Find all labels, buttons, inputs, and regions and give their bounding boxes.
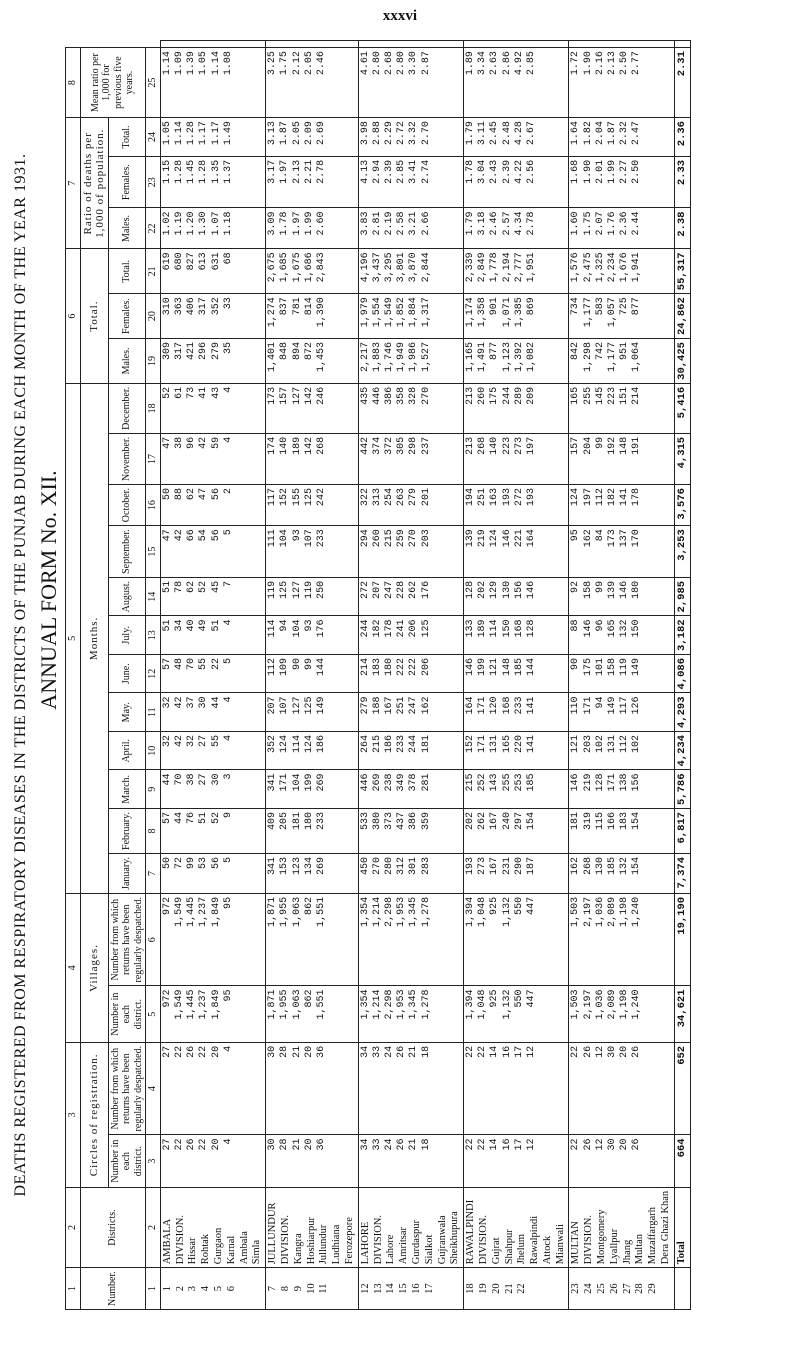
- empty-cell: [160, 41, 265, 48]
- col-num: 15: [146, 526, 161, 578]
- district-names: LAHORE DIVISION. Lahore Amritsar Gurdaspur Sialkot Gujranwala Sheikhupura: [358, 1187, 463, 1267]
- col-num: 5: [146, 986, 161, 1042]
- table-cell: 1.64 1.82 2.04 1.87 2.32 2.47: [569, 118, 674, 157]
- table-cell: 2,217 1,883 1,746 1,949 1,986 1,527: [358, 339, 463, 384]
- table-cell: 57 44 76 51 52 9: [160, 809, 265, 854]
- col-label: Number in each district.: [108, 1135, 146, 1187]
- col-label: November.: [108, 433, 146, 484]
- table-cell: 27 22 26 22 20 4: [160, 1042, 265, 1135]
- months-header: Months.: [80, 383, 108, 893]
- table-cell: 1,871 1,955 1,063 862 1,551: [266, 986, 359, 1042]
- empty-cell: [266, 41, 359, 48]
- table-cell: 202 262 167 240 297 154: [464, 809, 569, 854]
- form-label-container: [38, 330, 60, 850]
- col-num: 10: [146, 731, 161, 770]
- table-cell: 409 205 181 180 233: [266, 809, 359, 854]
- col-num: 14: [146, 577, 161, 616]
- circles-header: Circles of registration.: [80, 1042, 108, 1187]
- table-cell: 214 183 180 222 222 206: [358, 654, 463, 693]
- table-cell: 207 107 127 125 149: [266, 693, 359, 732]
- table-cell: 1.79 3.18 2.46 2.57 4.34 2.78: [464, 208, 569, 249]
- table-cell: 117 152 155 125 242: [266, 485, 359, 526]
- table-cell: 112 109 90 99 144: [266, 654, 359, 693]
- total-cell: 34,621: [674, 986, 690, 1042]
- col-num: 19: [146, 339, 161, 384]
- group-num-3: 3: [66, 1042, 81, 1187]
- table-cell: 352 124 114 124 186: [266, 731, 359, 770]
- col-num: 8: [146, 809, 161, 854]
- col-label: February.: [108, 809, 146, 854]
- total-cell: 4,234: [674, 731, 690, 770]
- table-cell: 30 28 21 20 36: [266, 1042, 359, 1135]
- table-cell: 32 42 37 30 44 4: [160, 693, 265, 732]
- total-cell: 5,786: [674, 770, 690, 809]
- table-cell: 3.17 1.97 2.13 2.21 2.78: [266, 156, 359, 208]
- total-cell: 2.33: [674, 156, 690, 208]
- deaths-table: [65, 40, 691, 1310]
- table-cell: 139 219 124 146 221 164: [464, 526, 569, 578]
- col-label: July.: [108, 616, 146, 655]
- group-num-2: 2: [66, 1187, 81, 1267]
- table-cell: 1.05 1.14 1.28 1.17 1.17 1.49: [160, 118, 265, 157]
- group-num-8: 8: [66, 48, 81, 118]
- table-cell: 50 88 62 47 56 2: [160, 485, 265, 526]
- table-cell: 124 197 112 182 141 178: [569, 485, 674, 526]
- col-num: 7: [146, 853, 161, 893]
- table-cell: 146 199 121 148 185 144: [464, 654, 569, 693]
- table-cell: 27 22 26 22 20 4: [160, 1135, 265, 1187]
- table-cell: 1,174 1,358 901 1,071 1,385 869: [464, 294, 569, 339]
- group-num-1: 1: [66, 1268, 81, 1310]
- table-cell: 442 374 372 305 298 237: [358, 433, 463, 484]
- districts-header: Districts.: [80, 1187, 146, 1267]
- total-cell: 5,416: [674, 383, 690, 433]
- table-cell: 157 204 99 192 148 191: [569, 433, 674, 484]
- rotated-table-wrapper: [65, 40, 785, 1310]
- col-num: 16: [146, 485, 161, 526]
- table-cell: 1.02 1.19 1.20 1.30 1.07 1.18: [160, 208, 265, 249]
- table-cell: 1,979 1,554 1,549 1,852 1,884 1,317: [358, 294, 463, 339]
- table-cell: 264 215 186 233 244 181: [358, 731, 463, 770]
- total-cell: 55,317: [674, 249, 690, 294]
- table-cell: 972 1,549 1,445 1,237 1,849 95: [160, 893, 265, 986]
- table-cell: 1,354 1,214 2,298 1,953 1,345 1,278: [358, 893, 463, 986]
- table-cell: 2,339 2,849 1,778 2,194 2,777 1,951: [464, 249, 569, 294]
- table-cell: 174 140 189 142 268: [266, 433, 359, 484]
- row-numbers: 18 19 20 21 22: [464, 1268, 569, 1310]
- table-row: [569, 41, 674, 1310]
- table-cell: 146 219 128 171 138 156: [569, 770, 674, 809]
- col-label: Number in each district.: [108, 986, 146, 1042]
- table-cell: 3.13 1.87 2.05 2.09 2.69: [266, 118, 359, 157]
- table-cell: 309 317 421 296 279 35: [160, 339, 265, 384]
- total-blank-cell: [674, 1268, 690, 1310]
- empty-cell: [674, 41, 690, 48]
- column-number-row: [146, 41, 161, 1310]
- page-title-container: [8, 100, 34, 1250]
- total-cell: 7,374: [674, 853, 690, 893]
- table-cell: 1,871 1,955 1,063 862 1,551: [266, 893, 359, 986]
- mean-ratio-header: Mean ratio per 1,000 for previous five years.: [80, 48, 146, 118]
- table-cell: 341 171 104 199 269: [266, 770, 359, 809]
- table-row: [160, 41, 265, 1310]
- col-label: Total.: [108, 118, 146, 157]
- table-cell: 193 273 167 231 290 187: [464, 853, 569, 893]
- table-cell: 51 34 40 49 51 4: [160, 616, 265, 655]
- table-cell: 1,354 1,214 2,298 1,953 1,345 1,278: [358, 986, 463, 1042]
- table-cell: 114 94 104 93 176: [266, 616, 359, 655]
- total-header: Total.: [80, 249, 108, 383]
- table-cell: 4.13 2.94 2.39 2.85 3.41 2.74: [358, 156, 463, 208]
- table-cell: 734 1,177 583 1,057 725 877: [569, 294, 674, 339]
- col-num: 4: [146, 1042, 161, 1135]
- table-cell: 30 28 21 20 36: [266, 1135, 359, 1187]
- table-cell: 972 1,549 1,445 1,237 1,849 95: [160, 986, 265, 1042]
- col-num: 6: [146, 893, 161, 986]
- total-cell: 6,817: [674, 809, 690, 854]
- col-num: 2: [146, 1187, 161, 1267]
- table-cell: 194 251 163 193 272 193: [464, 485, 569, 526]
- group-number-row: [66, 41, 81, 1310]
- col-label: December.: [108, 383, 146, 433]
- district-names: MULTAN DIVISION. Montgomery Lyallpur Jhang Multan Muzaffargarh Dera Ghazi Khan: [569, 1187, 674, 1267]
- col-label: September.: [108, 526, 146, 578]
- table-cell: 1,503 2,197 1,036 2,089 1,198 1,240: [569, 893, 674, 986]
- table-cell: 121 203 102 131 112 102: [569, 731, 674, 770]
- total-cell: 652: [674, 1042, 690, 1135]
- empty-cell: [358, 41, 463, 48]
- table-cell: 92 158 99 139 146 180: [569, 577, 674, 616]
- table-cell: 244 182 178 241 206 125: [358, 616, 463, 655]
- table-cell: 842 1,298 742 1,177 951 1,064: [569, 339, 674, 384]
- col-num: 12: [146, 654, 161, 693]
- table-cell: 2,675 1,685 1,675 1,686 2,843: [266, 249, 359, 294]
- col-num: 21: [146, 249, 161, 294]
- table-cell: 435 446 386 358 328 270: [358, 383, 463, 433]
- form-label: ANNUAL FORM No. XII.: [36, 470, 61, 710]
- table-cell: 4,196 3,437 3,295 3,801 3,870 2,844: [358, 249, 463, 294]
- table-cell: 1.89 3.34 2.63 2.86 4.92 2.85: [464, 48, 569, 118]
- ratio-header: Ratio of deaths per 1,000 of population.: [80, 118, 108, 249]
- col-label: January.: [108, 853, 146, 893]
- table-cell: 164 171 120 168 233 141: [464, 693, 569, 732]
- table-cell: 47 38 96 42 59 4: [160, 433, 265, 484]
- table-cell: 22 26 12 30 20 26: [569, 1135, 674, 1187]
- col-label: May.: [108, 693, 146, 732]
- group-num-7: 7: [66, 118, 81, 249]
- district-names: RAWALPINDI DIVISION. Gujrat Shahpur Jhelum Rawalpindi Attock Mianwali: [464, 1187, 569, 1267]
- table-cell: 133 189 114 150 168 128: [464, 616, 569, 655]
- empty-cell: [569, 41, 674, 48]
- table-cell: 4.61 2.80 2.68 2.80 3.30 2.87: [358, 48, 463, 118]
- col-label: August.: [108, 577, 146, 616]
- table-cell: 22 22 14 16 17 12: [464, 1135, 569, 1187]
- table-cell: 57 48 70 55 22 5: [160, 654, 265, 693]
- district-names: JULLUNDUR DIVISION. Kangra Hoshiarpur Jullundur Ludhiana Ferozepore: [266, 1187, 359, 1267]
- table-cell: 450 270 280 312 301 283: [358, 853, 463, 893]
- table-cell: 3.83 2.81 2.19 2.58 3.21 2.66: [358, 208, 463, 249]
- table-cell: 1,503 2,197 1,036 2,089 1,198 1,240: [569, 986, 674, 1042]
- table-cell: 162 268 130 185 132 154: [569, 853, 674, 893]
- table-cell: 213 268 140 223 273 197: [464, 433, 569, 484]
- table-cell: 34 33 24 26 21 18: [358, 1042, 463, 1135]
- total-cell: 2.36: [674, 118, 690, 157]
- group-num-6: 6: [66, 249, 81, 383]
- table-cell: 1.79 3.11 2.45 2.48 4.28 2.67: [464, 118, 569, 157]
- table-row: [464, 41, 569, 1310]
- table-cell: 3.09 1.78 1.97 1.99 2.60: [266, 208, 359, 249]
- col-num: 17: [146, 433, 161, 484]
- table-cell: 294 260 215 259 270 203: [358, 526, 463, 578]
- col-num: 18: [146, 383, 161, 433]
- col-num: 1: [146, 1268, 161, 1310]
- col-label: Males.: [108, 208, 146, 249]
- col-label: Number from which returns have been regularly despatched.: [108, 893, 146, 986]
- col-num: 13: [146, 616, 161, 655]
- total-cell: 2,985: [674, 577, 690, 616]
- page-title: DEATHS REGISTERED FROM RESPIRATORY DISEASES IN THE DISTRICTS OF THE PUNJAB DURING EACH MONTH OF THE YEAR 1931.: [12, 153, 29, 1197]
- total-row: [674, 41, 690, 1310]
- table-cell: 213 260 175 244 289 209: [464, 383, 569, 433]
- table-cell: 152 171 131 165 220 141: [464, 731, 569, 770]
- total-cell: 2.31: [674, 48, 690, 118]
- table-cell: 279 188 167 251 247 162: [358, 693, 463, 732]
- table-cell: 22 22 14 16 17 12: [464, 1042, 569, 1135]
- col-label: June.: [108, 654, 146, 693]
- table-cell: 1.68 1.90 2.01 1.99 2.27 2.50: [569, 156, 674, 208]
- table-cell: 95 162 84 173 137 170: [569, 526, 674, 578]
- table-cell: 44 70 38 27 30 3: [160, 770, 265, 809]
- total-cell: 24,862: [674, 294, 690, 339]
- table-cell: 1,576 2,475 1,325 2,234 1,676 1,941: [569, 249, 674, 294]
- table-cell: 119 125 127 119 250: [266, 577, 359, 616]
- col-label: Total.: [108, 249, 146, 294]
- table-cell: 310 363 406 317 352 33: [160, 294, 265, 339]
- table-cell: 173 157 127 142 246: [266, 383, 359, 433]
- table-cell: 533 380 373 437 386 359: [358, 809, 463, 854]
- number-header: Number.: [80, 1268, 146, 1310]
- group-num-5: 5: [66, 383, 81, 893]
- table-cell: 110 171 94 149 117 126: [569, 693, 674, 732]
- table-cell: 1.60 1.75 2.07 1.76 2.36 2.44: [569, 208, 674, 249]
- col-label: Females.: [108, 294, 146, 339]
- table-cell: 619 680 827 613 631 68: [160, 249, 265, 294]
- table-cell: 3.25 1.75 2.12 2.05 2.46: [266, 48, 359, 118]
- table-cell: 47 42 66 54 56 5: [160, 526, 265, 578]
- col-num: 3: [146, 1135, 161, 1187]
- total-cell: 4,315: [674, 433, 690, 484]
- row-numbers: 7 8 9 10 11: [266, 1268, 359, 1310]
- empty-cell: [464, 41, 569, 48]
- table-cell: 1.78 3.04 2.43 2.39 4.22 2.56: [464, 156, 569, 208]
- table-cell: 22 26 12 30 20 26: [569, 1042, 674, 1135]
- villages-header: Villages.: [80, 893, 108, 1042]
- table-cell: 90 175 101 158 119 149: [569, 654, 674, 693]
- total-label: Total: [674, 1187, 690, 1267]
- group-num-4: 4: [66, 893, 81, 1042]
- total-cell: 3,576: [674, 485, 690, 526]
- table-cell: 1,394 1,048 925 1,132 550 447: [464, 893, 569, 986]
- table-cell: 111 104 93 107 233: [266, 526, 359, 578]
- table-cell: 1.72 1.90 2.16 2.13 2.50 2.77: [569, 48, 674, 118]
- table-cell: 1,165 1,491 877 1,123 1,392 1,082: [464, 339, 569, 384]
- col-num: 23: [146, 156, 161, 208]
- table-row: [358, 41, 463, 1310]
- row-numbers: 1 2 3 4 5 6: [160, 1268, 265, 1310]
- total-cell: 4,293: [674, 693, 690, 732]
- total-cell: 2.38: [674, 208, 690, 249]
- table-row: [266, 41, 359, 1310]
- table-cell: 446 269 238 349 378 281: [358, 770, 463, 809]
- table-cell: 1.14 1.09 1.39 1.05 1.14 1.08: [160, 48, 265, 118]
- table-cell: 52 61 73 41 43 4: [160, 383, 265, 433]
- col-num: 25: [146, 48, 161, 118]
- table-cell: 181 319 115 166 183 154: [569, 809, 674, 854]
- table-cell: 3.98 2.88 2.29 2.72 3.32 2.70: [358, 118, 463, 157]
- col-num: 9: [146, 770, 161, 809]
- table-cell: 272 207 247 228 262 176: [358, 577, 463, 616]
- row-numbers: 23 24 25 26 27 28 29: [569, 1268, 674, 1310]
- total-cell: 664: [674, 1135, 690, 1187]
- table-cell: 34 33 24 26 21 18: [358, 1135, 463, 1187]
- table-body: [160, 41, 690, 1310]
- col-label: Females.: [108, 156, 146, 208]
- table-cell: 32 42 32 27 55 4: [160, 731, 265, 770]
- page-number: xxxvi: [382, 8, 418, 24]
- column-label-row: [108, 41, 146, 1310]
- table-cell: 1,394 1,048 925 1,132 550 447: [464, 986, 569, 1042]
- col-label: April.: [108, 731, 146, 770]
- total-cell: 3,253: [674, 526, 690, 578]
- table-cell: 322 313 254 263 279 201: [358, 485, 463, 526]
- table-cell: 1.15 1.28 1.45 1.28 1.35 1.37: [160, 156, 265, 208]
- total-cell: 3,182: [674, 616, 690, 655]
- col-num: 22: [146, 208, 161, 249]
- table-cell: 51 78 62 52 45 7: [160, 577, 265, 616]
- district-names: AMBALA DIVISION. Hissar Rohtak Gurgaon Karnal Ambala Simla: [160, 1187, 265, 1267]
- table-cell: 215 252 143 255 253 185: [464, 770, 569, 809]
- table-cell: 165 255 145 223 151 214: [569, 383, 674, 433]
- total-cell: 30,425: [674, 339, 690, 384]
- col-label: Number from which returns have been regularly despatched.: [108, 1042, 146, 1135]
- total-cell: 19,190: [674, 893, 690, 986]
- col-label: Males.: [108, 339, 146, 384]
- col-num: 11: [146, 693, 161, 732]
- table-cell: 50 72 99 53 56 5: [160, 853, 265, 893]
- table-cell: 1,401 848 894 872 1,453: [266, 339, 359, 384]
- table-cell: 128 202 129 130 156 146: [464, 577, 569, 616]
- group-header-row: [80, 41, 108, 1310]
- table-cell: 341 153 123 134 269: [266, 853, 359, 893]
- col-num: 20: [146, 294, 161, 339]
- col-label: October.: [108, 485, 146, 526]
- col-label: March.: [108, 770, 146, 809]
- table-cell: 88 146 96 165 132 150: [569, 616, 674, 655]
- row-numbers: 12 13 14 15 16 17: [358, 1268, 463, 1310]
- table-cell: 1,274 837 781 814 1,390: [266, 294, 359, 339]
- total-cell: 4,086: [674, 654, 690, 693]
- col-num: 24: [146, 118, 161, 157]
